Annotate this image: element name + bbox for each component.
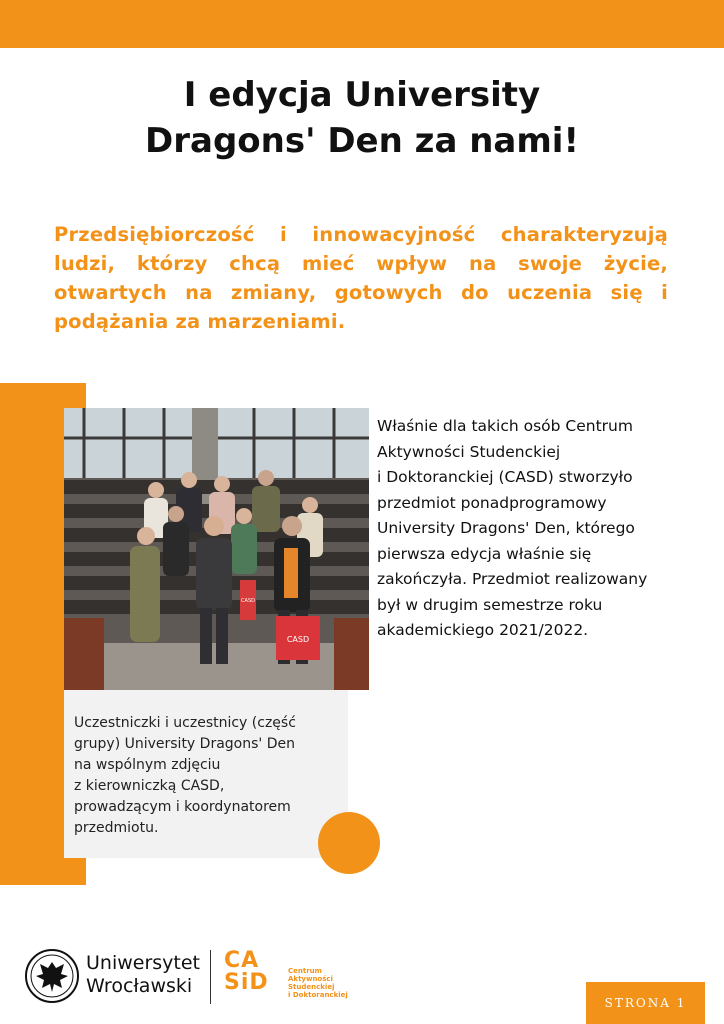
casd-line-1: Centrum: [288, 967, 322, 975]
casd-mark-top: CA: [224, 948, 260, 973]
group-photo: [64, 408, 369, 690]
casd-line-3: Studenckiej: [288, 983, 335, 991]
group-photo-illustration: [64, 408, 369, 690]
lead-paragraph: Przedsiębiorczość i innowacyjność charakteryzują ludzi, którzy chcą mieć wpływ na swoje życie, otwartych na zmiany, gotowych do uczenia się i podążania za marzeniami.: [54, 223, 668, 333]
university-line-1: Uniwersytet: [86, 952, 200, 974]
eagle-crest-icon: [24, 948, 80, 1008]
title-line-1: I edycja University: [183, 75, 541, 115]
bag-label: CASD: [286, 635, 310, 644]
casd-line-4: i Doktoranckiej: [288, 991, 348, 999]
casd-logo-mark: [224, 950, 269, 994]
decorative-circle: [318, 812, 380, 874]
footer-divider: [210, 950, 211, 1004]
casd-line-2: Aktywności: [288, 975, 333, 983]
body-paragraph: Właśnie dla takich osób Centrum Aktywności Studenckiej i Doktoranckiej (CASD) stworzyło przedmiot ponadprogramowy University Dragons' Den, którego pierwsza edycja właśnie się zakończyła. Przedmiot realizowany był w drugim semestrze roku akademickiego 2021/2022.: [377, 417, 648, 639]
title-line-2: Dragons' Den za nami!: [145, 121, 579, 161]
university-line-2: Wrocławski: [86, 975, 193, 997]
bag-label: CASD: [241, 598, 255, 604]
page-number-badge: STRONA 1: [586, 982, 705, 1024]
page-title: [0, 72, 724, 164]
top-accent-bar: [0, 0, 724, 48]
casd-mark-bottom: SiD: [224, 970, 269, 995]
photo-caption: Uczestniczki i uczestnicy (część grupy) University Dragons' Den na wspólnym zdjęciu z kierowniczką CASD, prowadzącym i koordynatorem przedmiotu.: [74, 715, 296, 836]
university-name: [86, 952, 200, 998]
casd-logo-text: [288, 967, 348, 999]
